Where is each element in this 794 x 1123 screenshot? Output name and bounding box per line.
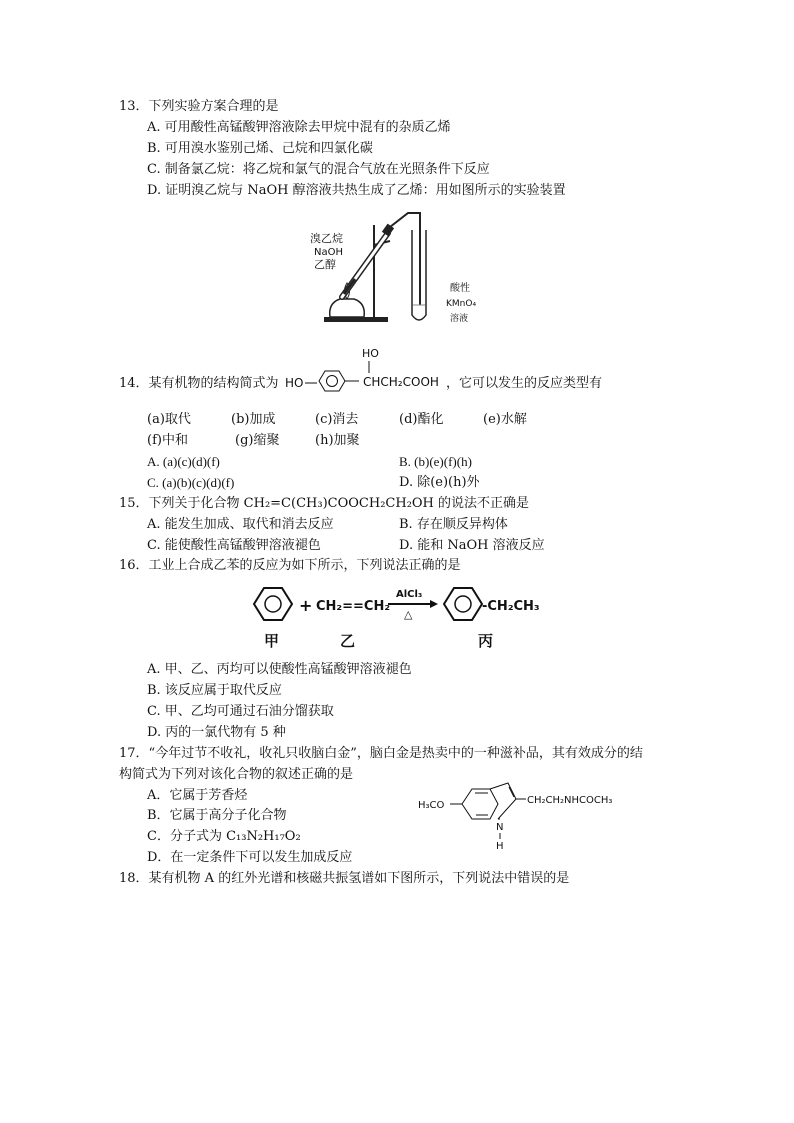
q17-option-a: A．它属于芳香烃 bbox=[147, 788, 248, 803]
label-yi: 乙 bbox=[340, 632, 356, 650]
q14-stem-pre: 14．某有机物的结构简式为 bbox=[119, 376, 279, 391]
label-jia: 甲 bbox=[264, 632, 280, 650]
q16-option-d: D. 丙的一氯代物有 5 种 bbox=[147, 725, 286, 740]
methoxy-group: H₃CO bbox=[418, 800, 445, 811]
q15-option-b: B. 存在顺反异构体 bbox=[399, 517, 508, 532]
q18-stem: 18．某有机物 A 的红外光谱和核磁共振氢谱如下图所示，下列说法中错误的是 bbox=[119, 871, 570, 886]
benzene-ring-jia bbox=[254, 588, 292, 620]
q14-ho-top: HO bbox=[362, 347, 379, 360]
q13-apparatus-figure bbox=[300, 205, 500, 330]
side-chain: CH₂CH₂NHCOCH₃ bbox=[527, 795, 613, 806]
q14-ho-left: HO bbox=[285, 376, 304, 390]
q16-reaction-scheme bbox=[248, 582, 558, 654]
q14-reaction-a: (a)取代 bbox=[147, 412, 191, 427]
nitrogen-atom: N bbox=[496, 822, 504, 833]
label-kmno4: KMnO₄ bbox=[446, 299, 477, 309]
q14-option-c: C. (a)(b)(c)(d)(f) bbox=[147, 475, 235, 490]
hydrogen-atom: H bbox=[496, 841, 504, 852]
label-ethanol: 乙醇 bbox=[314, 258, 336, 271]
q17-option-b: B．它属于高分子化合物 bbox=[147, 808, 287, 823]
benzene-ring bbox=[319, 371, 345, 391]
ethylene: CH₂==CH₂ bbox=[316, 599, 391, 614]
label-naoh: NaOH bbox=[314, 247, 343, 258]
heat-symbol: △ bbox=[404, 608, 413, 621]
ethyl-group: -CH₂CH₃ bbox=[482, 599, 540, 614]
q13-option-a: A. 可用酸性高锰酸钾溶液除去甲烷中混有的杂质乙烯 bbox=[147, 120, 451, 135]
q16-option-a: A. 甲、乙、丙均可以使酸性高锰酸钾溶液褪色 bbox=[147, 662, 412, 677]
q13-option-b: B. 可用溴水鉴别己烯、己烷和四氯化碳 bbox=[147, 141, 373, 156]
q14-reaction-b: (b)加成 bbox=[231, 412, 276, 427]
q14-reaction-f: (f)中和 bbox=[147, 433, 188, 448]
q15-option-d: D. 能和 NaOH 溶液反应 bbox=[399, 538, 545, 553]
q17-melatonin-structure bbox=[418, 775, 633, 853]
q17-stem-line1: 17．“今年过节不收礼，收礼只收脑白金”，脑白金是热卖中的一种滋补品，其有效成分的结 bbox=[119, 746, 643, 761]
q15-option-a: A. 能发生加成、取代和消去反应 bbox=[147, 517, 334, 532]
q14-reaction-h: (h)加聚 bbox=[315, 433, 360, 448]
label-bing: 丙 bbox=[478, 632, 494, 650]
delivery-tube bbox=[390, 213, 420, 305]
q13-option-c: C. 制备氯乙烷：将乙烷和氯气的混合气放在光照条件下反应 bbox=[147, 162, 490, 177]
q14-chain: CHCH₂COOH bbox=[363, 375, 439, 389]
q14-reaction-e: (e)水解 bbox=[483, 412, 527, 427]
q15-stem: 15．下列关于化合物 CH₂=C(CH₃)COOCH₂CH₂OH 的说法不正确是 bbox=[119, 496, 530, 511]
q16-option-c: C. 甲、乙均可通过石油分馏获取 bbox=[147, 704, 334, 719]
burner bbox=[330, 299, 365, 317]
q14-reaction-g: (g)缩聚 bbox=[235, 433, 280, 448]
q16-option-b: B. 该反应属于取代反应 bbox=[147, 683, 282, 698]
benzene-ring-bing bbox=[444, 588, 482, 620]
label-bromoethane: 溴乙烷 bbox=[310, 232, 343, 245]
q15-option-c: C. 能使酸性高锰酸钾溶液褪色 bbox=[147, 538, 321, 553]
q17-option-c: C．分子式为 C₁₃N₂H₁₇O₂ bbox=[147, 829, 301, 844]
catalyst-label: AlCl₃ bbox=[396, 589, 423, 600]
q13-option-d: D. 证明溴乙烷与 NaOH 醇溶液共热生成了乙烯：用如图所示的实验装置 bbox=[147, 183, 566, 198]
q16-stem: 16．工业上合成乙苯的反应为如下所示，下列说法正确的是 bbox=[119, 558, 461, 573]
q14-option-d: D. 除(e)(h)外 bbox=[399, 475, 480, 490]
q14-stem-post: ，它可以发生的反应类型有 bbox=[446, 376, 603, 391]
q14-reaction-c: (c)消去 bbox=[315, 412, 359, 427]
q17-option-d: D．在一定条件下可以发生加成反应 bbox=[147, 850, 353, 865]
plus-sign: + bbox=[299, 596, 313, 615]
q14-option-a: A. (a)(c)(d)(f) bbox=[147, 454, 220, 469]
indole-pyrrole-ring bbox=[490, 783, 516, 819]
q17-stem-line2: 构简式为下列对该化合物的叙述正确的是 bbox=[119, 767, 354, 782]
label-acidic: 酸性 bbox=[450, 283, 470, 294]
q13-stem: 13．下列实验方案合理的是 bbox=[119, 99, 279, 114]
q14-reaction-d: (d)酯化 bbox=[399, 412, 444, 427]
q14-option-b: B. (b)(e)(f)(h) bbox=[399, 454, 472, 469]
q14-structure bbox=[285, 343, 455, 393]
label-solution: 溶液 bbox=[450, 314, 469, 324]
